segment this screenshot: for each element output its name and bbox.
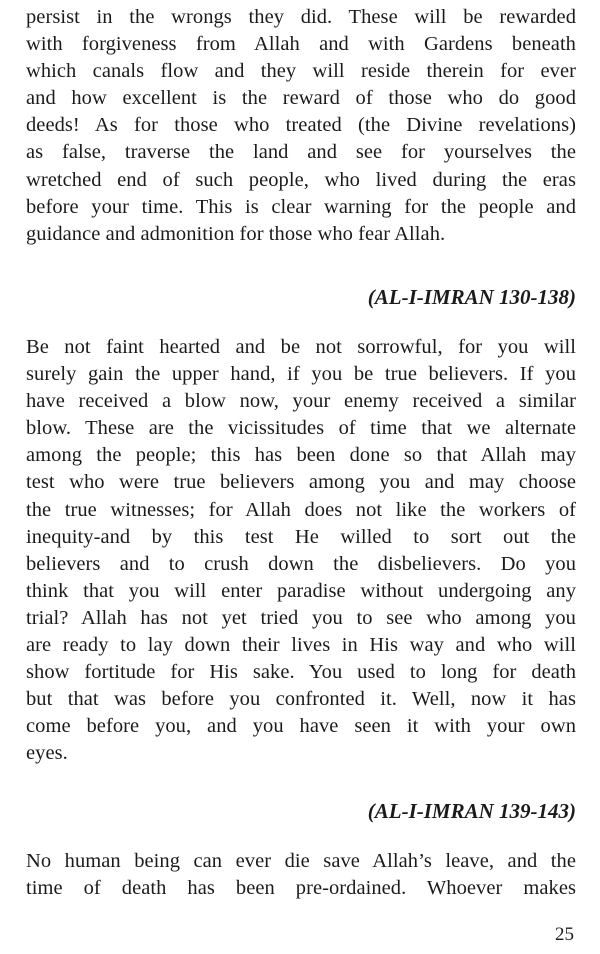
text-line: trial? Allah has not yet tried you to see who among you [26, 606, 576, 629]
text-line: Be not faint hearted and be not sorrowful, for you will [26, 336, 576, 358]
text-line: blow. These are the vicissitudes of time that we alternate [26, 417, 576, 440]
text-line: before your time. This is clear warning for the people and [26, 195, 576, 218]
text-line: No human being can ever die save Allah’s leave, and the [26, 850, 576, 872]
paragraph [26, 4, 576, 248]
text-line: with forgiveness from Allah and with Gardens beneath [26, 33, 576, 56]
text-line: among the people; this has been done so that Allah may [26, 444, 576, 467]
text-line: and how excellent is the reward of those who do good [26, 87, 576, 110]
verse-reference: (AL-I-IMRAN 139-143) [367, 799, 576, 823]
text-line: surely gain the upper hand, if you be true believers. If you [26, 363, 576, 386]
text-line: as false, traverse the land and see for yourselves the [26, 141, 576, 164]
text-line: wretched end of such people, who lived during the eras [26, 168, 576, 191]
text-line: persist in the wrongs they did. These will be rewarded [26, 6, 576, 28]
paragraph [26, 334, 576, 768]
text-line: but that was before you confronted it. Well, now it has [26, 688, 576, 711]
text-line: inequity-and by this test He willed to sort out the [26, 525, 576, 548]
text-line: test who were true believers among you and may choose [26, 471, 576, 494]
text-line: show fortitude for His sake. You used to long for death [26, 661, 576, 684]
text-line: the true witnesses; for Allah does not like the workers of [26, 498, 576, 521]
text-line: believers and to crush down the disbelievers. Do you [26, 552, 576, 575]
text-line: are ready to lay down their lives in His way and who will [26, 634, 576, 657]
text-line: time of death has been pre-ordained. Whoever makes [26, 877, 576, 900]
text-line: have received a blow now, your enemy received a similar [26, 390, 576, 413]
text-line: which canals flow and they will reside therein for ever [26, 60, 576, 83]
page-number: 25 [555, 924, 574, 945]
verse-reference: (AL-I-IMRAN 130-138) [367, 285, 576, 309]
text-line: deeds! As for those who treated (the Divine revelations) [26, 114, 576, 137]
text-line: think that you will enter paradise without undergoing any [26, 579, 576, 602]
text-line: guidance and admonition for those who fear Allah. [26, 222, 446, 245]
paragraph [26, 848, 576, 902]
text-line: come before you, and you have seen it with your own [26, 715, 576, 738]
text-line: eyes. [26, 742, 68, 765]
